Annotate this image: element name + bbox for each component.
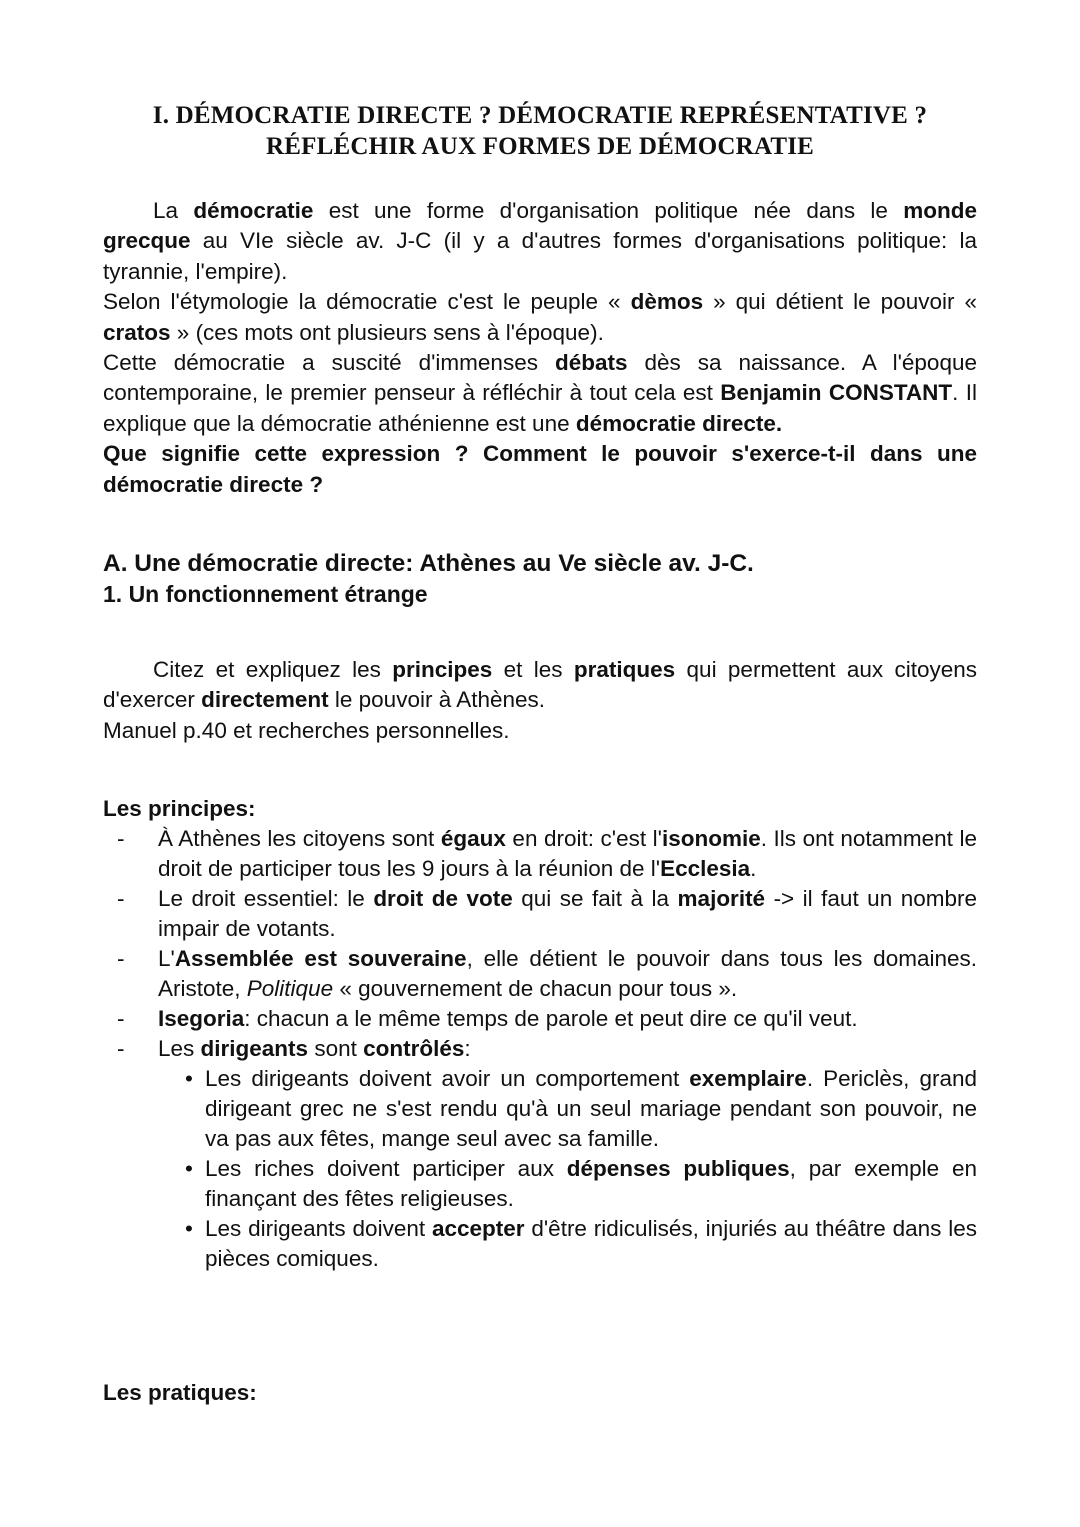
text-run: Les dirigeants doivent avoir un comportement (205, 1066, 690, 1092)
controles-sublist (158, 1064, 977, 1274)
text-run: Cette démocratie a suscité d'immenses (103, 350, 555, 376)
intro-paragraph-1 (103, 196, 977, 287)
task-reference: Manuel p.40 et recherches personnelles. (103, 717, 510, 743)
pratiques-heading: Les pratiques: (103, 1380, 257, 1405)
bold-term: démocratie (193, 198, 314, 223)
bold-term: principes (392, 657, 493, 683)
text-run: dès sa naissance. A l'époque contemporaine, le premier penseur à réfléchir à tout cela est (103, 350, 977, 406)
principes-list (103, 824, 977, 1274)
bold-term: égaux (440, 826, 506, 852)
text-run: Citez et expliquez les (153, 657, 393, 683)
bold-term: dépenses publiques (566, 1156, 790, 1182)
sublist-item (158, 1154, 977, 1214)
text-run: sont (308, 1036, 364, 1062)
bold-term: directement (201, 687, 329, 713)
bold-term: isonomie (661, 826, 761, 852)
text-run: Les dirigeants doivent (205, 1216, 432, 1242)
text-run: et les (492, 657, 574, 683)
bold-term: cratos (103, 319, 171, 345)
text-run: . (750, 856, 757, 882)
text-run: , elle détient le pouvoir dans tous les domaines. Aristote, (158, 946, 977, 1002)
text-run: » qui détient le pouvoir « (703, 289, 977, 315)
bold-term: contrôlés (363, 1036, 465, 1062)
list-item (103, 1034, 977, 1274)
section-a-heading: A. Une démocratie directe: Athènes au Ve siècle av. J-C. (103, 550, 754, 578)
text-run: L' (158, 946, 175, 972)
text-run: « gouvernement de chacun pour tous ». (333, 976, 738, 1002)
text-run: Les (158, 1036, 201, 1062)
text-run: Le droit essentiel: le (158, 886, 374, 912)
sublist-item (158, 1064, 977, 1154)
intro-paragraph-3 (103, 348, 977, 439)
text-run: » (ces mots ont plusieurs sens à l'époque). (170, 319, 604, 345)
title-line-1: I. DÉMOCRATIE DIRECTE ? DÉMOCRATIE REPRÉSENTATIVE ? (152, 102, 928, 129)
bold-question: Que signifie cette expression ? Comment le pouvoir s'exerce-t-il dans une démocratie directe ? (103, 441, 977, 497)
text-run: . Il explique que la démocratie athénienne est une (103, 380, 977, 436)
bold-term: droit de vote (373, 886, 513, 912)
text-run: qui se fait à la (512, 886, 678, 912)
list-item (103, 824, 977, 884)
bold-term: dèmos (630, 289, 704, 315)
bold-term: Isegoria (158, 1006, 245, 1032)
bold-term: Assemblée est souveraine (174, 946, 467, 972)
text-run: À Athènes les citoyens sont (158, 826, 441, 852)
bold-term: débats (554, 350, 628, 376)
subsection-1-heading: 1. Un fonctionnement étrange (103, 581, 428, 608)
bold-term: démocratie directe. (575, 410, 783, 436)
text-run: Les riches doivent participer aux (205, 1156, 567, 1182)
task-paragraph (103, 655, 977, 716)
text-run: est une forme d'organisation politique née dans le (313, 198, 904, 223)
text-run: : (464, 1036, 471, 1062)
bold-term: Benjamin CONSTANT (720, 380, 953, 406)
text-run: , par exemple en finançant des fêtes religieuses. (205, 1156, 977, 1212)
title-line-2: RÉFLÉCHIR AUX FORMES DE DÉMOCRATIE (265, 133, 815, 160)
list-item (103, 884, 977, 944)
text-run: le pouvoir à Athènes. (328, 687, 546, 713)
intro-question (103, 439, 977, 500)
italic-term: Politique (246, 976, 334, 1002)
bold-term: pratiques (573, 657, 676, 683)
sublist-item (158, 1214, 977, 1274)
text-run: au VIe siècle av. J-C (il y a d'autres formes d'organisations politique: la tyrannie, l'empire). (103, 228, 977, 284)
list-item (103, 1004, 977, 1034)
text-run: : chacun a le même temps de parole et peut dire ce qu'il veut. (244, 1006, 858, 1032)
bold-term: accepter (431, 1216, 525, 1242)
text-run: en droit: c'est l' (505, 826, 662, 852)
list-item (103, 944, 977, 1004)
bold-term: majorité (677, 886, 766, 912)
text-run: -> il faut un nombre impair de votants. (158, 886, 977, 942)
intro-paragraph-2 (103, 287, 977, 348)
text-run: . Ils ont notamment le droit de participer tous les 9 jours à la réunion de l' (158, 826, 977, 882)
bold-term: dirigeants (200, 1036, 309, 1062)
text-run: La (153, 198, 194, 223)
text-run: qui permettent aux citoyens d'exercer (103, 657, 978, 713)
intro-section (103, 196, 977, 500)
task-section (103, 655, 977, 746)
principes-heading: Les principes: (103, 796, 256, 822)
bold-term: monde grecque (103, 198, 977, 254)
bold-term: Ecclesia (660, 856, 751, 882)
page-title (103, 100, 977, 162)
text-run: Selon l'étymologie la démocratie c'est le peuple « (103, 289, 631, 315)
bold-term: exemplaire (689, 1066, 807, 1092)
text-run: d'être ridiculisés, injuriés au théâtre dans les pièces comiques. (205, 1216, 977, 1272)
text-run: . Periclès, grand dirigeant grec ne s'est rendu qu'à un seul mariage pendant son pouvoir, ne va pas aux fêtes, mange seul avec sa famille. (205, 1066, 977, 1152)
